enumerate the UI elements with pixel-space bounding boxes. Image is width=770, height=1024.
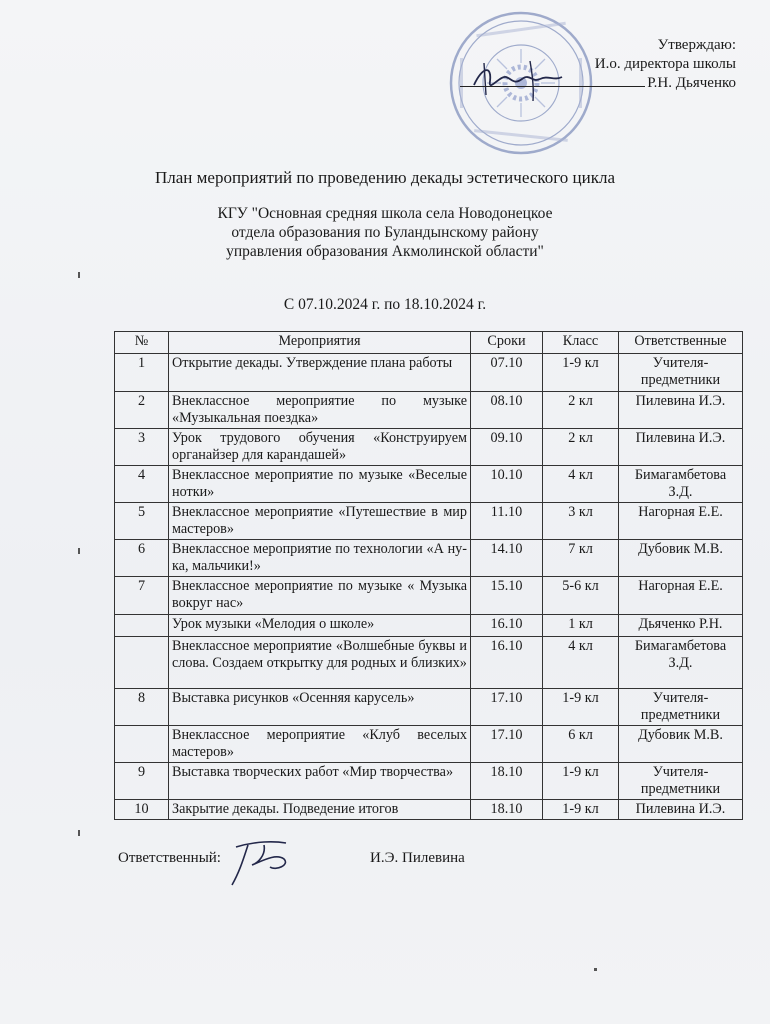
cell-date: 10.10 xyxy=(471,466,543,503)
cell-responsible: Пилевина И.Э. xyxy=(619,429,743,466)
cell-grade: 4 кл xyxy=(543,637,619,689)
cell-date: 11.10 xyxy=(471,503,543,540)
header-date: Сроки xyxy=(471,332,543,354)
cell-event: Урок музыки «Мелодия о школе» xyxy=(169,615,471,637)
table-body xyxy=(115,354,743,820)
cell-responsible: Учителя-предметники xyxy=(619,763,743,800)
cell-date: 16.10 xyxy=(471,637,543,689)
cell-number: 3 xyxy=(115,429,169,466)
approval-name: Р.Н. Дьяченко xyxy=(647,75,736,91)
cell-event: Внеклассное мероприятие по музыке «Музыкальная поездка» xyxy=(169,392,471,429)
cell-event: Внеклассное мероприятие по технологии «А ну-ка, мальчики!» xyxy=(169,540,471,577)
cell-number: 9 xyxy=(115,763,169,800)
cell-date: 17.10 xyxy=(471,689,543,726)
header-responsible: Ответственные xyxy=(619,332,743,354)
period-dates: С 07.10.2024 г. по 18.10.2024 г. xyxy=(283,296,487,313)
cell-date: 18.10 xyxy=(471,763,543,800)
cell-responsible: Нагорная Е.Е. xyxy=(619,577,743,615)
approval-block xyxy=(460,36,736,93)
cell-number: 1 xyxy=(115,354,169,392)
cell-grade: 1-9 кл xyxy=(543,800,619,820)
table-row xyxy=(115,726,743,763)
table-row xyxy=(115,763,743,800)
footer-label: Ответственный: xyxy=(118,850,221,866)
cell-grade: 1 кл xyxy=(543,615,619,637)
cell-event: Внеклассное мероприятие «Клуб веселых мастеров» xyxy=(169,726,471,763)
cell-number: 10 xyxy=(115,800,169,820)
cell-date: 16.10 xyxy=(471,615,543,637)
table-row xyxy=(115,577,743,615)
table-row xyxy=(115,466,743,503)
cell-responsible: Бимагамбетова З.Д. xyxy=(619,466,743,503)
cell-responsible: Нагорная Е.Е. xyxy=(619,503,743,540)
cell-event: Выставка творческих работ «Мир творчества» xyxy=(169,763,471,800)
cell-date: 15.10 xyxy=(471,577,543,615)
signature-underline xyxy=(460,86,645,87)
cell-number xyxy=(115,615,169,637)
cell-grade: 1-9 кл xyxy=(543,763,619,800)
cell-event: Внеклассное мероприятие «Волшебные буквы и слова. Создаем открытку для родных и близких» xyxy=(169,637,471,689)
scan-mark xyxy=(78,830,80,836)
cell-responsible: Пилевина И.Э. xyxy=(619,800,743,820)
cell-event: Внеклассное мероприятие «Путешествие в мир мастеров» xyxy=(169,503,471,540)
table-header-row xyxy=(115,332,743,354)
cell-grade: 3 кл xyxy=(543,503,619,540)
header-number: № xyxy=(115,332,169,354)
cell-date: 07.10 xyxy=(471,354,543,392)
header-grade: Класс xyxy=(543,332,619,354)
cell-date: 09.10 xyxy=(471,429,543,466)
responsible-signature xyxy=(226,833,306,889)
cell-event: Внеклассное мероприятие по музыке «Веселые нотки» xyxy=(169,466,471,503)
cell-event: Выставка рисунков «Осенняя карусель» xyxy=(169,689,471,726)
cell-date: 14.10 xyxy=(471,540,543,577)
table-row xyxy=(115,689,743,726)
cell-grade: 2 кл xyxy=(543,429,619,466)
scan-mark xyxy=(78,272,80,278)
cell-grade: 6 кл xyxy=(543,726,619,763)
cell-number xyxy=(115,637,169,689)
cell-grade: 2 кл xyxy=(543,392,619,429)
cell-date: 08.10 xyxy=(471,392,543,429)
cell-number: 5 xyxy=(115,503,169,540)
cell-grade: 5-6 кл xyxy=(543,577,619,615)
cell-date: 18.10 xyxy=(471,800,543,820)
cell-responsible: Бимагамбетова З.Д. xyxy=(619,637,743,689)
table-row xyxy=(115,540,743,577)
cell-grade: 4 кл xyxy=(543,466,619,503)
table-row xyxy=(115,637,743,689)
table-row xyxy=(115,354,743,392)
scan-mark xyxy=(594,968,597,971)
footer-block xyxy=(118,850,465,867)
organization-line-3: управления образования Акмолинской области" xyxy=(226,243,544,260)
approval-signature-line xyxy=(460,74,736,93)
header-event: Мероприятия xyxy=(169,332,471,354)
table-row xyxy=(115,503,743,540)
cell-responsible: Дьяченко Р.Н. xyxy=(619,615,743,637)
cell-responsible: Дубовик М.В. xyxy=(619,540,743,577)
table-row xyxy=(115,800,743,820)
cell-number: 4 xyxy=(115,466,169,503)
cell-responsible: Пилевина И.Э. xyxy=(619,392,743,429)
cell-grade: 1-9 кл xyxy=(543,689,619,726)
cell-number: 6 xyxy=(115,540,169,577)
organization-name xyxy=(0,204,770,261)
cell-number: 8 xyxy=(115,689,169,726)
approval-label: Утверждаю: xyxy=(657,37,736,53)
organization-line-2: отдела образования по Буландынскому району xyxy=(231,224,539,241)
cell-responsible: Дубовик М.В. xyxy=(619,726,743,763)
cell-responsible: Учителя-предметники xyxy=(619,354,743,392)
cell-event: Внеклассное мероприятие по музыке « Музыка вокруг нас» xyxy=(169,577,471,615)
cell-responsible: Учителя-предметники xyxy=(619,689,743,726)
cell-number: 2 xyxy=(115,392,169,429)
cell-event: Урок трудового обучения «Конструируем органайзер для карандашей» xyxy=(169,429,471,466)
cell-grade: 1-9 кл xyxy=(543,354,619,392)
table-row xyxy=(115,392,743,429)
cell-event: Закрытие декады. Подведение итогов xyxy=(169,800,471,820)
cell-number xyxy=(115,726,169,763)
table-row xyxy=(115,615,743,637)
cell-number: 7 xyxy=(115,577,169,615)
scan-mark xyxy=(78,548,80,554)
footer-name: И.Э. Пилевина xyxy=(370,850,465,866)
table-row xyxy=(115,429,743,466)
approval-position: И.о. директора школы xyxy=(594,56,736,72)
document-title: План мероприятий по проведению декады эстетического цикла xyxy=(154,168,616,187)
organization-line-1: КГУ "Основная средняя школа села Новодонецкое xyxy=(217,205,553,222)
cell-grade: 7 кл xyxy=(543,540,619,577)
events-table xyxy=(114,331,743,820)
cell-date: 17.10 xyxy=(471,726,543,763)
cell-event: Открытие декады. Утверждение плана работы xyxy=(169,354,471,392)
